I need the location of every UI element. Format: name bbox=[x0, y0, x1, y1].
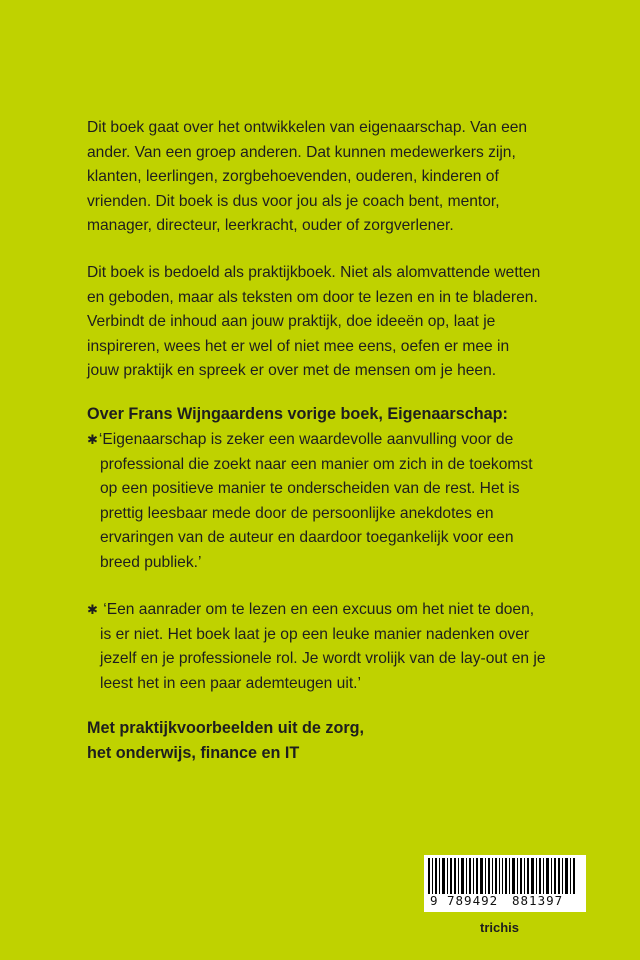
text-line: ander. Van een groep anderen. Dat kunnen medewerkers zijn, bbox=[87, 143, 516, 161]
text-line: Dit boek is bedoeld als praktijkboek. Niet als alomvattende wetten bbox=[87, 264, 541, 281]
isbn-group-2: 881397 bbox=[512, 893, 564, 908]
asterisk-icon: ✱ bbox=[87, 602, 98, 617]
text-line: is er niet. Het boek laat je op een leuke manier nadenken over bbox=[100, 625, 530, 643]
text-line: jezelf en je professionele rol. Je wordt vrolijk van de lay-out en je bbox=[100, 650, 546, 667]
text-line: op een positieve manier te onderscheiden van de rest. Het is bbox=[100, 480, 520, 497]
text-line: Dit boek gaat over het ontwikkelen van eigenaarschap. Van een bbox=[87, 119, 528, 136]
text-line: jouw praktijk en spreek er over met de mensen om je heen. bbox=[87, 362, 497, 379]
text-line: ‘Eigenaarschap is zeker een waardevolle aanvulling voor de bbox=[98, 431, 514, 448]
text-line: prettig leesbaar mede door de persoonlijke anekdotes en bbox=[100, 504, 494, 522]
intro-paragraph-2 bbox=[87, 261, 557, 384]
text-line: en geboden, maar als teksten om door te lezen en in te bladeren. bbox=[87, 288, 538, 306]
text-line: ‘Een aanrader om te lezen en een excuus om het niet te doen, bbox=[103, 601, 535, 618]
text-line: ervaringen van de auteur en daardoor toegankelijk voor een bbox=[100, 529, 514, 546]
review-quote-2 bbox=[87, 598, 567, 696]
intro-paragraph-1 bbox=[87, 116, 557, 239]
text-line: Met praktijkvoorbeelden uit de zorg, bbox=[87, 719, 365, 737]
text-line: professional die zoekt naar een manier om zich in de toekomst bbox=[100, 455, 533, 473]
isbn-first-digit: 9 bbox=[430, 893, 438, 908]
reviews-heading: Over Frans Wijngaardens vorige boek, Eigenaarschap: bbox=[87, 405, 508, 423]
text-line: vrienden. Dit boek is dus voor jou als je coach bent, mentor, bbox=[87, 192, 500, 210]
text-line: Verbindt de inhoud aan jouw praktijk, doe ideeën op, laat je bbox=[87, 313, 496, 330]
closing-tagline bbox=[87, 716, 364, 765]
isbn-group-1: 789492 bbox=[447, 893, 499, 908]
text-line: leest het in een paar ademteugen uit.’ bbox=[100, 674, 361, 692]
text-line: het onderwijs, finance en IT bbox=[87, 743, 300, 762]
review-quote-1 bbox=[87, 428, 567, 575]
asterisk-icon: ✱ bbox=[87, 432, 98, 447]
isbn-barcode bbox=[424, 855, 586, 912]
text-line: klanten, leerlingen, zorgbehoevenden, ouderen, kinderen of bbox=[87, 168, 499, 185]
text-line: breed publiek.’ bbox=[100, 553, 202, 571]
text-line: manager, directeur, leerkracht, ouder of zorgverlener. bbox=[87, 217, 454, 234]
text-line: inspireren, wees het er wel of niet mee eens, oefen er mee in bbox=[87, 337, 510, 355]
publisher-name: trichis bbox=[480, 920, 520, 935]
